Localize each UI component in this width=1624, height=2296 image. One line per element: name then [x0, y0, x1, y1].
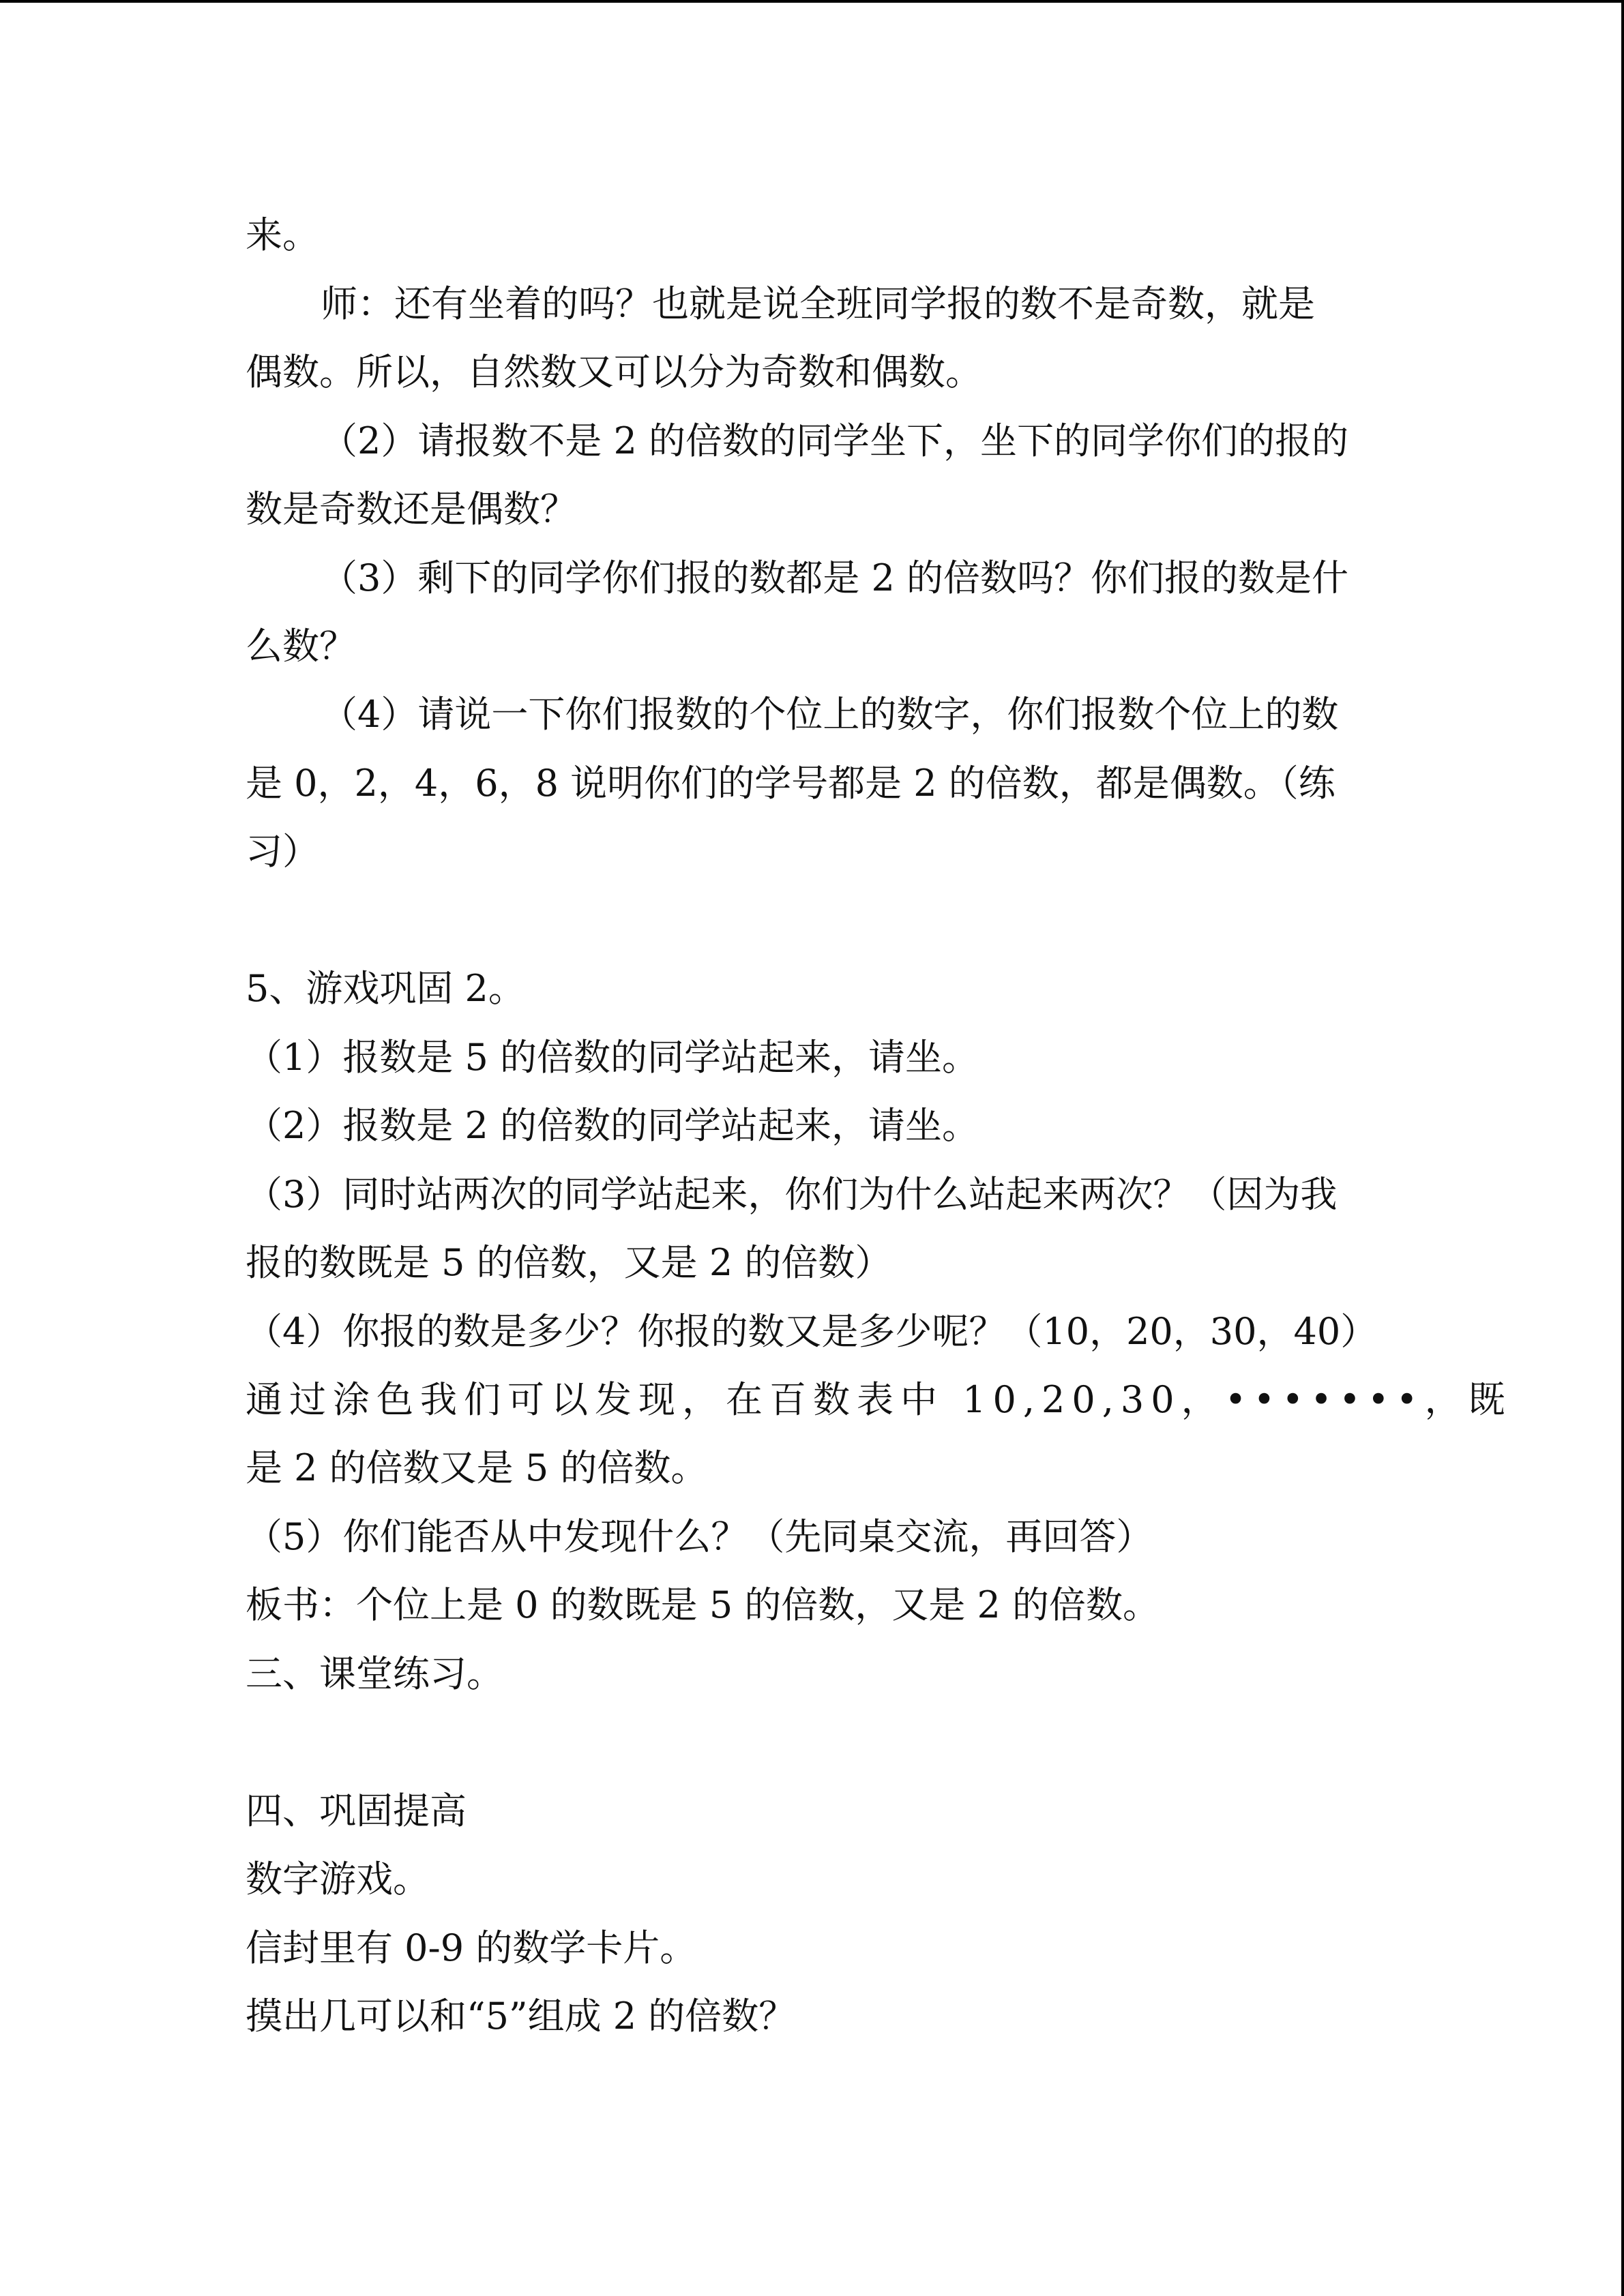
- board-writing-line: 板书：个位上是 0 的数既是 5 的倍数，又是 2 的倍数。: [246, 1583, 1160, 1626]
- text-line-2: 师：还有坐着的吗？也就是说全班同学报的数不是奇数，就是: [321, 282, 1315, 325]
- text-line-16: （4）你报的数是多少？你报的数又是多少呢？（10，20，30，40）: [246, 1310, 1378, 1353]
- section-heading-consolidate: 四、巩固提高: [246, 1789, 467, 1832]
- text-line-17: 通过涂色我们可以发现，在百数表中 10,20,30，•••••••，既: [246, 1378, 1512, 1421]
- text-line-19: （5）你们能否从中发现什么？（先同桌交流，再回答）: [246, 1515, 1153, 1558]
- text-line-14: （3）同时站两次的同学站起来，你们为什么站起来两次？（因为我: [246, 1173, 1338, 1216]
- page-right-border: [1621, 0, 1624, 2296]
- text-line-13: （2）报数是 2 的倍数的同学站起来，请坐。: [246, 1104, 979, 1147]
- text-line-6: （3）剩下的同学你们报的数都是 2 的倍数吗？你们报的数是什: [321, 556, 1349, 599]
- page-top-border: [0, 0, 1624, 3]
- text-line-10: 习）: [246, 830, 319, 873]
- text-line-9: 是 0，2，4，6，8 说明你们的学号都是 2 的倍数，都是偶数。（练: [246, 762, 1335, 805]
- section-heading-practice: 三、课堂练习。: [246, 1652, 503, 1695]
- text-line-7: 么数？: [246, 625, 356, 668]
- text-line-4: （2）请报数不是 2 的倍数的同学坐下，坐下的同学你们的报的: [321, 419, 1349, 462]
- text-line-25: 摸出几可以和“5”组成 2 的倍数？: [246, 1995, 796, 2038]
- text-line-1: 来。: [246, 213, 319, 256]
- text-line-8: （4）请说一下你们报数的个位上的数字，你们报数个位上的数: [321, 693, 1339, 736]
- text-line-24: 信封里有 0-9 的数学卡片。: [246, 1926, 697, 1969]
- text-line-23: 数字游戏。: [246, 1858, 430, 1900]
- text-line-15: 报的数既是 5 的倍数，又是 2 的倍数）: [246, 1241, 892, 1284]
- text-line-18: 是 2 的倍数又是 5 的倍数。: [246, 1446, 708, 1489]
- text-line-5: 数是奇数还是偶数？: [246, 488, 577, 531]
- text-line-3: 偶数。所以，自然数又可以分为奇数和偶数。: [246, 351, 982, 393]
- text-line-12: （1）报数是 5 的倍数的同学站起来，请坐。: [246, 1036, 979, 1079]
- section-heading-game: 5、游戏巩固 2。: [246, 967, 525, 1010]
